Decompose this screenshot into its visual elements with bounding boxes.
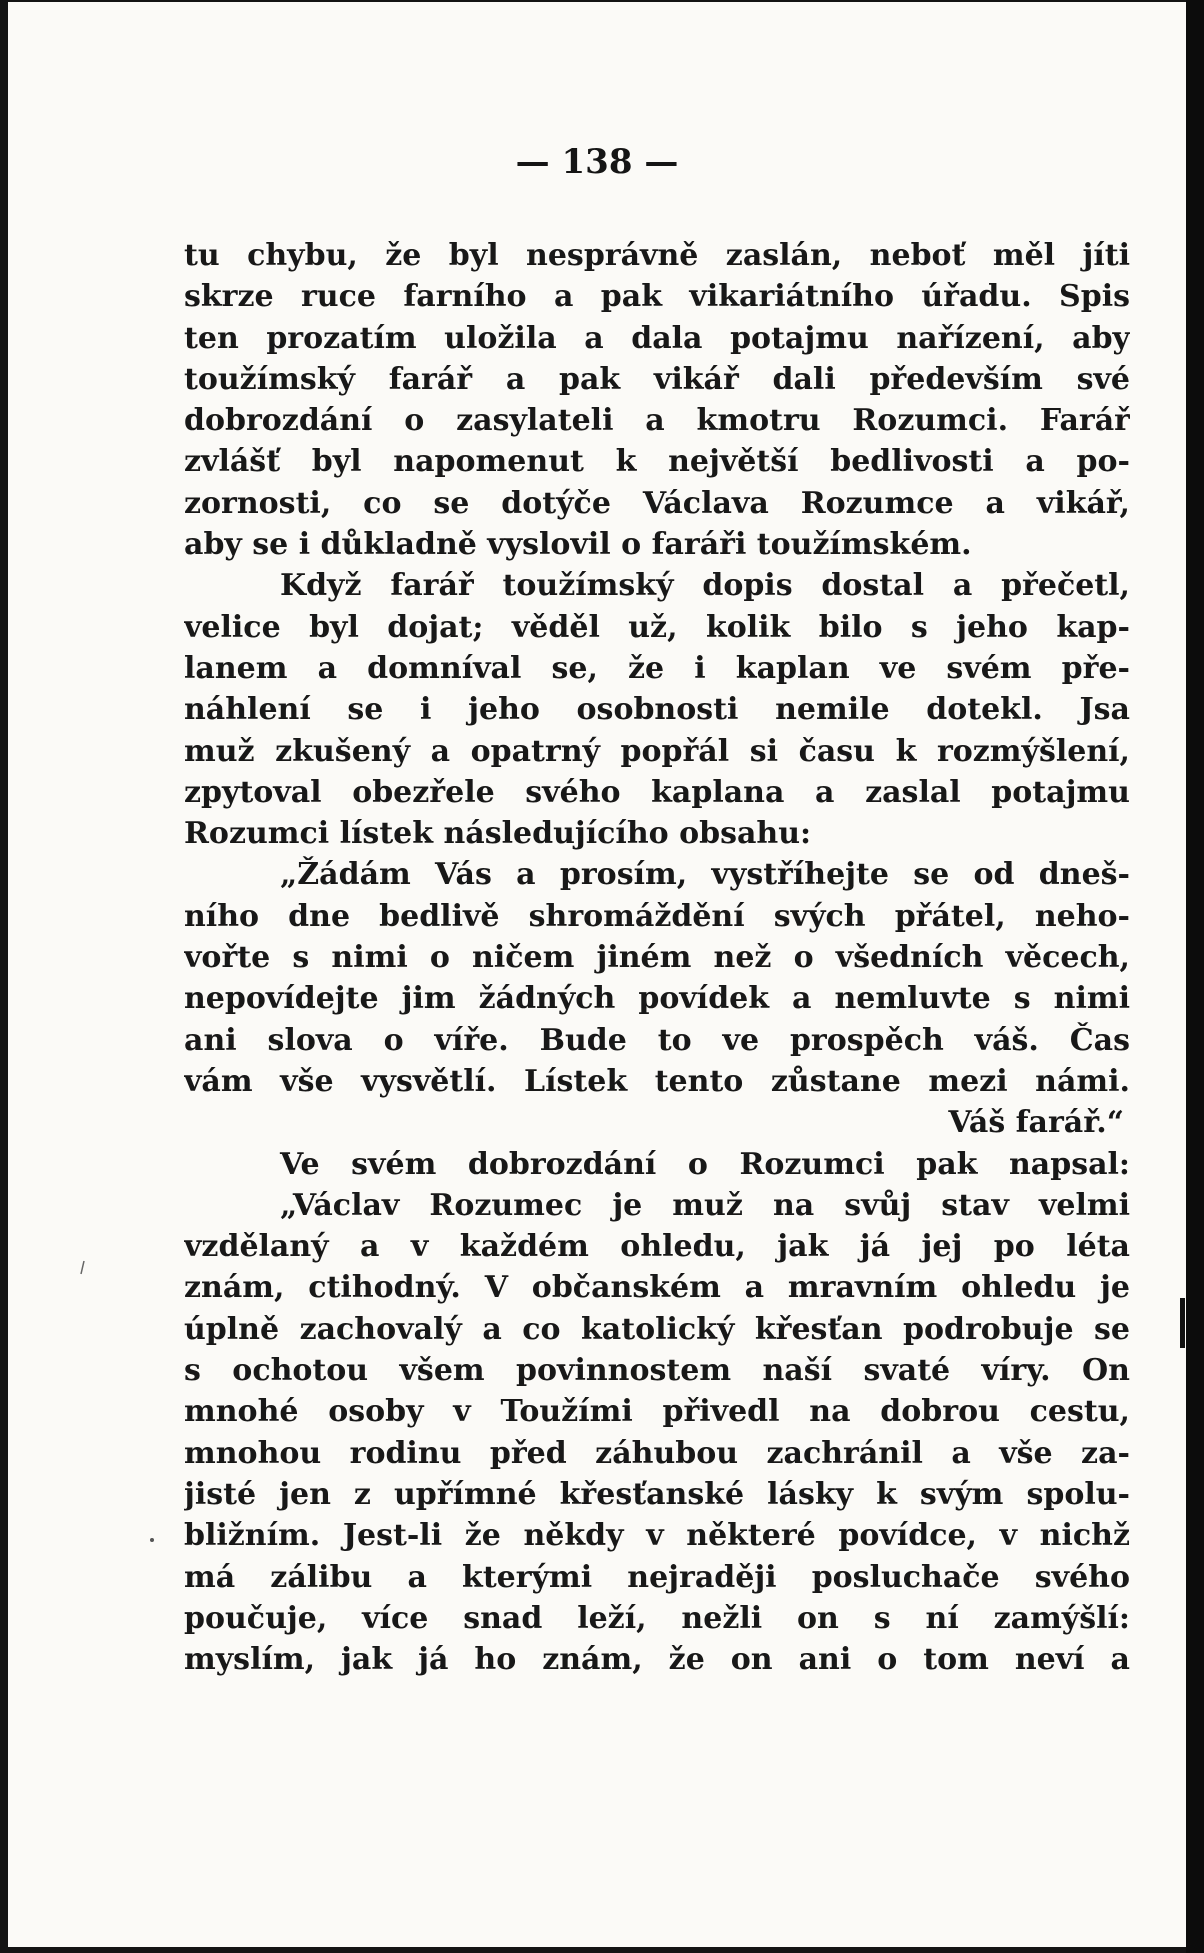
text-line: poučuje, více snad leží, nežli on s ní zamýšlí: bbox=[184, 1600, 1130, 1636]
text-line: myslím, jak já ho znám, že on ani o tom neví a bbox=[184, 1642, 1130, 1678]
body-text bbox=[184, 235, 1130, 1680]
text-line: zornosti, co se dotýče Václava Rozumce a vikář, bbox=[184, 485, 1130, 521]
text-line: tu chybu, že byl nesprávně zaslán, neboť měl jíti bbox=[184, 238, 1130, 273]
text-line: znám, ctihodný. V občanském a mravním ohledu je bbox=[184, 1270, 1130, 1306]
text-line: nepovídejte jim žádných povídek a nemluvte s nimi bbox=[184, 981, 1130, 1017]
text-line: toužímský farář a pak vikář dali především své bbox=[184, 361, 1130, 397]
scan-speck bbox=[78, 1260, 88, 1276]
text-line: zvlášť byl napomenut k největší bedlivosti a po- bbox=[184, 444, 1130, 480]
text-line: lanem a domníval se, že i kaplan ve svém pře- bbox=[184, 650, 1130, 686]
text-line: velice byl dojat; věděl už, kolik bilo s jeho kap- bbox=[184, 609, 1130, 645]
text-line: mnohou rodinu před záhubou zachránil a vše za- bbox=[184, 1435, 1130, 1471]
scan-edge bbox=[1186, 0, 1204, 1953]
text-line: Rozumci lístek následujícího obsahu: bbox=[184, 816, 812, 852]
text-line: skrze ruce farního a pak vikariátního úřadu. Spis bbox=[184, 279, 1130, 315]
scan-speck bbox=[1178, 1298, 1186, 1348]
text-line: zpytoval obezřele svého kaplana a zaslal potajmu bbox=[184, 774, 1130, 810]
text-line: s ochotou všem povinnostem naší svaté víry. On bbox=[184, 1353, 1130, 1389]
text-line: muž zkušený a opatrný popřál si času k rozmýšlení, bbox=[184, 733, 1130, 769]
letter-signature: Váš farář.“ bbox=[948, 1105, 1124, 1141]
text-line: Když farář toužímský dopis dostal a přečetl, bbox=[280, 568, 1130, 604]
text-line: úplně zachovalý a co katolický křesťan podrobuje se bbox=[184, 1311, 1130, 1347]
text-line: náhlení se i jeho osobnosti nemile dotekl. Jsa bbox=[184, 692, 1130, 728]
text-line: „Václav Rozumec je muž na svůj stav velmi bbox=[280, 1187, 1130, 1223]
text-line: vám vše vysvětlí. Lístek tento zůstane mezi námi. bbox=[184, 1063, 1130, 1099]
text-line: dobrozdání o zasylateli a kmotru Rozumci. Farář bbox=[184, 403, 1130, 439]
text-line: jisté jen z upřímné křesťanské lásky k svým spolu- bbox=[184, 1476, 1130, 1512]
book-page bbox=[8, 2, 1186, 1947]
text-line: aby se i důkladně vyslovil o faráři toužímském. bbox=[184, 527, 972, 563]
page-number: — 138 — bbox=[515, 142, 679, 182]
text-line: „Žádám Vás a prosím, vystříhejte se od dneš- bbox=[280, 857, 1130, 893]
text-line: má zálibu a kterými nejraději posluchače svého bbox=[184, 1559, 1130, 1595]
text-line: Ve svém dobrozdání o Rozumci pak napsal: bbox=[280, 1146, 1130, 1182]
text-line: ani slova o víře. Bude to ve prospěch váš. Čas bbox=[184, 1022, 1130, 1058]
scan-speck bbox=[148, 1536, 156, 1544]
text-line: mnohé osoby v Toužími přivedl na dobrou cestu, bbox=[184, 1394, 1130, 1430]
text-line: vořte s nimi o ničem jiném než o všedních věcech, bbox=[184, 940, 1130, 976]
text-line: ního dne bedlivě shromáždění svých přátel, neho- bbox=[184, 898, 1130, 934]
text-line: bližním. Jest-li že někdy v některé povídce, v nichž bbox=[184, 1518, 1130, 1554]
text-line: ten prozatím uložila a dala potajmu nařízení, aby bbox=[184, 320, 1130, 356]
text-line: vzdělaný a v každém ohledu, jak já jej po léta bbox=[184, 1229, 1130, 1265]
